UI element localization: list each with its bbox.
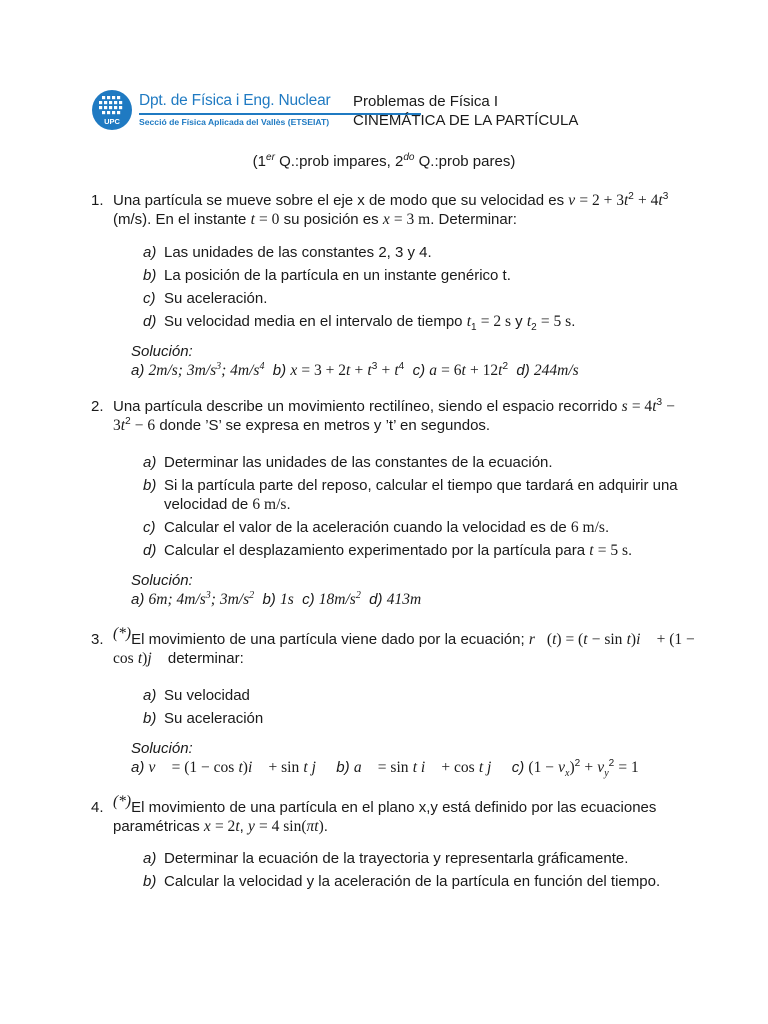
- solution-label: Solución:: [131, 343, 193, 360]
- solution: [131, 739, 699, 780]
- list-item: a) Las unidades de las constantes 2, 3 y 4.: [143, 244, 432, 261]
- list-item: a) Determinar las unidades de las constantes de la ecuación.: [143, 454, 553, 471]
- upc-logo-icon: [92, 90, 132, 130]
- problem-number: 4.: [91, 799, 104, 816]
- problem-2: [91, 397, 699, 609]
- solution-answers: a) 2m/s; $3m/s^3$; $4m/s^4$ b) $x = 3 + 2t + t^3 + t^4$ c) $a = 6t + 12t^2$ d) 244m/s: [131, 360, 579, 379]
- semester-note: (1er Q.:prob impares, $2^{do}$ Q.:prob pares): [252, 152, 516, 170]
- title-line-2: CINEMÁTICA DE LA PARTÍCULA: [353, 112, 579, 129]
- list-item: b) La posición de la partícula en un instante genérico t.: [143, 267, 511, 284]
- list-item: d) Calcular el desplazamiento experimentado por la partícula para t = 5 s.: [143, 542, 633, 559]
- solution-label: Solución:: [131, 572, 193, 589]
- list-item: b) Calcular la velocidad y la aceleración de la partícula en función del tiempo.: [143, 873, 661, 890]
- document-title: [353, 92, 578, 130]
- problem-statement: Una partícula se mueve sobre el eje x de modo que su velocidad es $v = 2 + 3t^2 + 4t^3$ (m/s). En el instante t = 0 su posición es x = 3 m. Determinar:: [113, 191, 669, 228]
- department-subtitle: Secció de Física Aplicada del Vallès (ETSEIAT): [139, 117, 330, 127]
- problem-statement: (*)El movimiento de una partícula en el plano x,y está definido por las ecuaciones paramétricas x = 2t, y = 4 sin(πt).: [113, 793, 657, 835]
- problem-statement: (*)El movimiento de una partícula viene dado por la ecuación; r⃗(t) = (t − sin t)i⃗ + (1 − cos t)j⃗ determinar:: [113, 625, 695, 667]
- problem-1: [91, 191, 699, 380]
- list-item: b) Su aceleración: [143, 710, 264, 727]
- problem-number: 1.: [91, 192, 104, 209]
- problem-3: [91, 625, 699, 780]
- list-item: a) Determinar la ecuación de la trayectoria y representarla gráficamente.: [143, 850, 629, 867]
- list-item: a) Su velocidad: [143, 687, 250, 704]
- title-line-1: Problemas de Física I: [353, 93, 499, 110]
- list-item: c) Su aceleración.: [143, 290, 268, 307]
- department-name: Dpt. de Física i Eng. Nuclear: [139, 92, 331, 109]
- problem-statement: Una partícula describe un movimiento rectilíneo, siendo el espacio recorrido $s = 4t^3$ − $3t^2 - 6$ donde ’S’ se expresa en metros y ’t’ en segundos.: [113, 397, 675, 434]
- solution-label: Solución:: [131, 740, 193, 757]
- item-list: [131, 686, 699, 728]
- problem-number: 2.: [91, 398, 104, 415]
- solution: [131, 342, 699, 380]
- item-list: [131, 849, 699, 891]
- item-list: [131, 243, 699, 331]
- document-header: [92, 88, 692, 132]
- list-item: d) Su velocidad media en el intervalo de tiempo $t_1 = 2$ s y $t_2 = 5$ s.: [143, 313, 576, 333]
- problem-number: 3.: [91, 631, 104, 648]
- item-list: [131, 453, 699, 560]
- list-item: b) Si la partícula parte del reposo, calcular el tiempo que tardará en adquirir una velocidad de 6 m/s.: [143, 477, 678, 513]
- problem-4: [91, 793, 699, 895]
- solution: [131, 571, 699, 609]
- logo-text: UPC: [104, 117, 120, 126]
- solution-answers: a) v⃗ = (1 − cos t)i⃗ + sin t j⃗ b) a⃗ = sin t i⃗ + cos t j⃗ c) $(1 - v_x)^2 + v_y^2 = 1$: [131, 758, 639, 780]
- solution-answers: a) 6m; $4m/s^3$; $3m/s^2$ b) 1s c) $18m/s^2$ d) 413m: [131, 589, 422, 608]
- list-item: c) Calcular el valor de la aceleración cuando la velocidad es de 6 m/s.: [143, 519, 610, 536]
